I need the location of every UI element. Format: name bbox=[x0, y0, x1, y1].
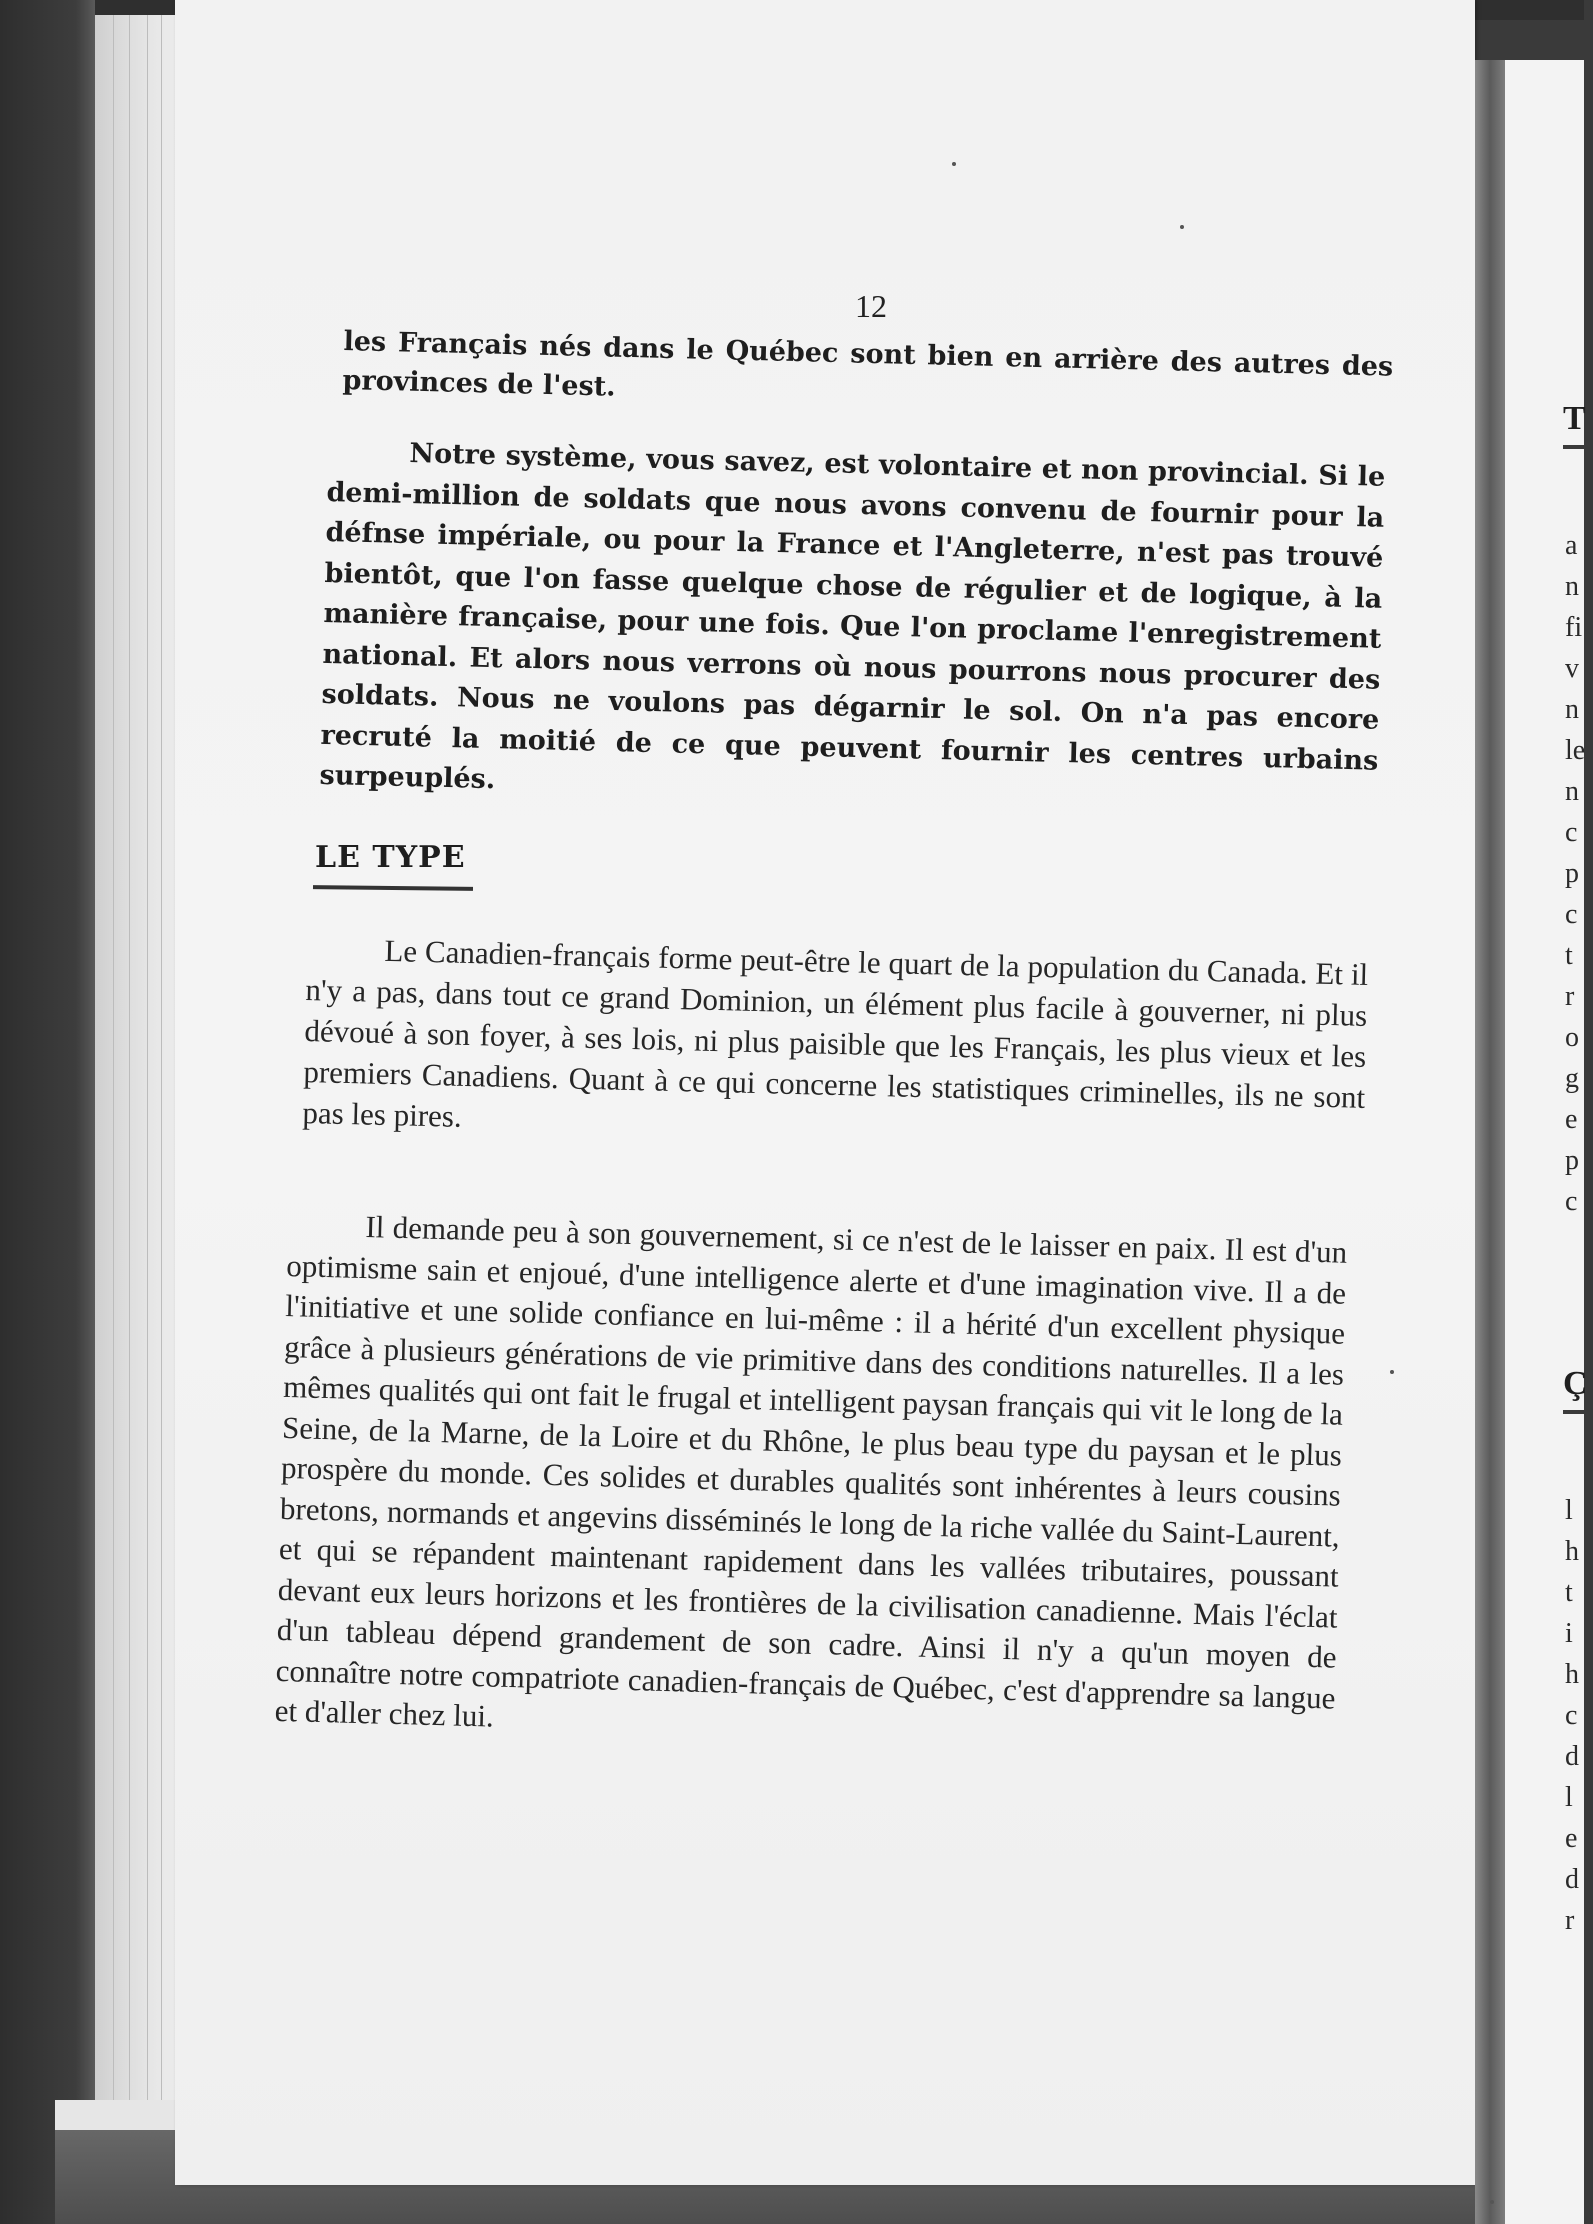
section-heading: LE TYPE bbox=[315, 840, 466, 875]
paragraph-continued: les Français nés dans le Québec sont bien en arrière des autres des provinces de l'est. bbox=[342, 325, 1394, 403]
dust-speck bbox=[1390, 1370, 1394, 1374]
adjacent-page bbox=[1505, 60, 1588, 2224]
dust-speck bbox=[1180, 225, 1184, 229]
dust-speck bbox=[1490, 2200, 1494, 2204]
adjacent-margin-fragment: d bbox=[1565, 1741, 1579, 1772]
scanner-background-left bbox=[0, 0, 95, 2224]
adjacent-margin-fragment: v bbox=[1565, 653, 1579, 684]
adjacent-heading-rule bbox=[1563, 1410, 1593, 1414]
adjacent-margin-fragment: n bbox=[1565, 776, 1579, 807]
paragraph-le-type-1: Le Canadien-français forme peut-être le quart de la population du Canada. Et il n'y a pas, dans tout ce grand Dominion, un élément plus facile à gouverner, ni plus dévoué à son foyer, à ses lois, ni plus paisible que les Français, les plus vieux et les premiers Canadiens. Quant à ce qui concerne les statistiques criminelles, ils ne sont pas les pires. bbox=[302, 932, 1369, 1134]
adjacent-margin-fragment: a bbox=[1565, 530, 1578, 561]
adjacent-margin-fragment: n bbox=[1565, 571, 1579, 602]
dust-speck bbox=[952, 162, 956, 166]
adjacent-margin-fragment: g bbox=[1565, 1063, 1579, 1094]
adjacent-margin-fragment: c bbox=[1565, 899, 1578, 930]
book-gutter bbox=[1475, 60, 1505, 2224]
adjacent-margin-fragment: h bbox=[1565, 1536, 1579, 1567]
adjacent-margin-fragment: le bbox=[1565, 735, 1586, 766]
adjacent-margin-fragment: h bbox=[1565, 1659, 1579, 1690]
adjacent-margin-fragment: c bbox=[1565, 1186, 1578, 1217]
adjacent-margin-fragment: t bbox=[1565, 1577, 1573, 1608]
adjacent-margin-fragment: l bbox=[1565, 1782, 1573, 1813]
adjacent-margin-fragment: n bbox=[1565, 694, 1579, 725]
adjacent-margin-fragment: fi bbox=[1565, 612, 1583, 643]
adjacent-margin-fragment: l bbox=[1565, 1495, 1573, 1526]
adjacent-margin-fragment: p bbox=[1565, 1145, 1579, 1176]
adjacent-margin-fragment: d bbox=[1565, 1864, 1579, 1895]
adjacent-heading: T bbox=[1563, 400, 1586, 437]
adjacent-margin-fragment: c bbox=[1565, 1700, 1578, 1731]
adjacent-margin-fragment: r bbox=[1565, 1905, 1575, 1936]
paragraph-recruitment: Notre système, vous savez, est volontaire et non provincial. Si le demi-million de soldats que nous avons convenu de fournir pour la défnse impériale, ou pour la France et l'Angleterre, n'est pas trouvé bientôt, que l'on fasse quelque chose de régulier et de logique, à la manière française, pour une fois. Que l'on proclame l'enregistrement national. Et alors nous verrons où nous pourrons nous procurer des soldats. Nous ne voulons pas dégarnir le sol. On n'a pas encore recruté la moitié de ce que peuvent fournir les centres urbains surpeuplés. bbox=[319, 438, 1386, 796]
adjacent-margin-fragment: o bbox=[1565, 1022, 1579, 1053]
adjacent-margin-fragment: e bbox=[1565, 1104, 1578, 1135]
adjacent-margin-fragment: c bbox=[1565, 817, 1578, 848]
adjacent-margin-fragment: t bbox=[1565, 940, 1573, 971]
adjacent-margin-fragment: r bbox=[1565, 981, 1575, 1012]
paragraph-le-type-2: Il demande peu à son gouvernement, si ce n'est de le laisser en paix. Il est d'un optimisme sain et enjoué, d'une intelligence alerte et d'une imagination vive. Il a de l'initiative et une solide confiance en lui-même : il a hérité d'un excellent physique grâce à plusieurs générations de vie primitive dans des conditions naturelles. Il a les mêmes qualités qui ont fait le frugal et intelligent paysan français qui vit le long de la Seine, de la Marne, de la Loire et du Rhône, le plus beau type du paysan et le plus prospère du monde. Ces solides et durables qualités sont inhérentes à leurs cousins bretons, normands et angevins disséminés le long de la riche vallée du Saint-Laurent, et qui se répandent maintenant rapidement dans les vallées tributaires, poussant devant eux leurs horizons et les frontières de la civilisation canadienne. Mais l'éclat d'un tableau dépend grandement de son cadre. Ainsi il n'y a qu'un moyen de connaître notre compatriote canadien-français de Québec, c'est d'apprendre sa langue et d'aller chez lui. bbox=[274, 1209, 1348, 1734]
page-number: 12 bbox=[855, 288, 887, 324]
adjacent-margin-fragment: e bbox=[1565, 1823, 1578, 1854]
adjacent-heading: Ç bbox=[1563, 1365, 1588, 1402]
adjacent-margin-fragment: i bbox=[1565, 1618, 1573, 1649]
adjacent-heading-rule bbox=[1563, 445, 1593, 449]
adjacent-margin-fragment: p bbox=[1565, 858, 1579, 889]
